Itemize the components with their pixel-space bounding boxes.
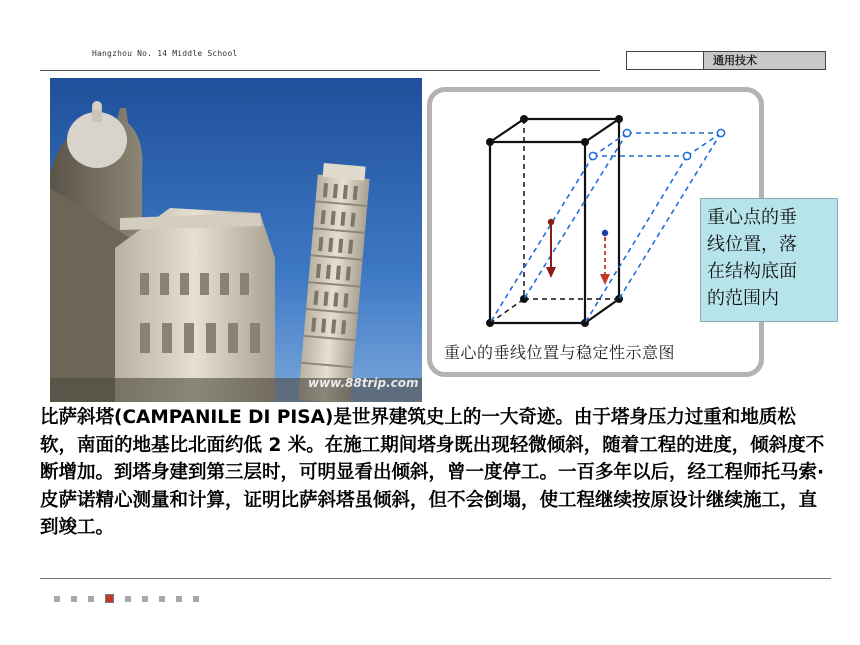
pager-dot[interactable] — [193, 596, 199, 602]
footer-rule — [40, 578, 831, 579]
subject-tag-blank — [627, 52, 704, 69]
subject-tag-label: 通用技术 — [704, 52, 825, 69]
center-of-gravity-tilted — [600, 230, 610, 285]
pager-dot[interactable] — [54, 596, 60, 602]
callout-line: 的范围内 — [707, 288, 779, 309]
pager-dot[interactable] — [142, 596, 148, 602]
gravity-callout — [700, 198, 838, 322]
pager-dot[interactable] — [88, 596, 94, 602]
school-name: Hangzhou No. 14 Middle School — [92, 49, 238, 58]
header-rule — [40, 70, 600, 71]
callout-line: 重心点的垂 — [707, 207, 797, 228]
pisa-photo — [50, 78, 422, 402]
diagram-caption: 重心的垂线位置与稳定性示意图 — [444, 343, 676, 362]
callout-line: 线位置，落 — [707, 234, 797, 255]
pager-dot[interactable] — [159, 596, 165, 602]
pager-dot[interactable] — [176, 596, 182, 602]
upright-box — [490, 119, 619, 323]
pager-dot-current[interactable] — [105, 594, 114, 603]
subject-tag — [626, 51, 826, 70]
pager-dot[interactable] — [71, 596, 77, 602]
callout-line: 在结构底面 — [707, 261, 797, 282]
pager-dot[interactable] — [125, 596, 131, 602]
photo-watermark: www.88trip.com — [308, 376, 419, 390]
slide-pager — [54, 594, 199, 603]
pisa-description: 比萨斜塔(CAMPANILE DI PISA)是世界建筑史上的一大奇迹。由于塔身压力过重和地质松软，南面的地基比北面约低 2 米。在施工期间塔身既出现轻微倾斜，随着工程的进度，倾斜度不断增加。到塔身建到第三层时，可明显看出倾斜，曾一度停工。一百多年以后，经工程师托马索·皮萨诺精心测量和计算，证明比萨斜塔虽倾斜，但不会倒塌，使工程继续按原设计继续施工，直到竣工。 — [40, 407, 825, 538]
